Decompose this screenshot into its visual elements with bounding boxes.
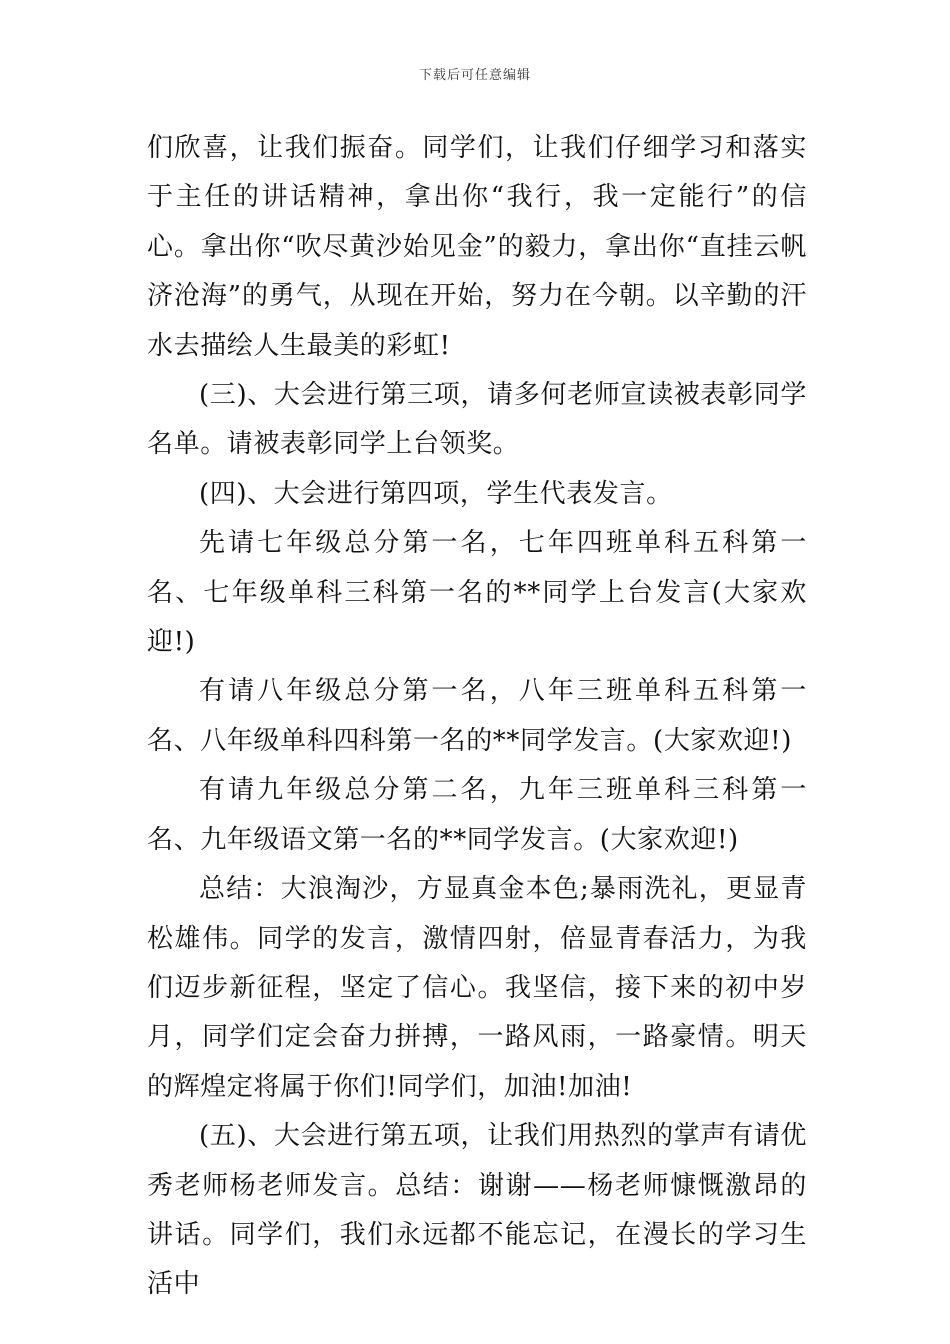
paragraph-7: 总结：大浪淘沙，方显真金本色;暴雨洗礼，更显青松雄伟。同学的发言，激情四射，倍显青春活力，为我们迈步新征程，坚定了信心。我坚信，接下来的初中岁月，同学们定会奋力拼搏，一路风雨，一路豪情。明天的辉煌定将属于你们!同学们，加油!加油! [147, 874, 807, 1102]
paragraph-8: (五)、大会进行第五项，让我们用热烈的掌声有请优秀老师杨老师发言。总结：谢谢——杨老师慷慨激昂的讲话。同学们，我们永远都不能忘记，在漫长的学习生活中 [147, 1121, 807, 1300]
paragraph-6: 有请九年级总分第二名，九年三班单科三科第一名、九年级语文第一名的**同学发言。(大家欢迎!) [147, 775, 807, 855]
page-header-note: 下载后可任意编辑 [418, 68, 531, 83]
paragraph-4: 先请七年级总分第一名，七年四班单科五科第一名、七年级单科三科第一名的**同学上台发言(大家欢迎!) [147, 528, 807, 658]
document-body [147, 124, 807, 1310]
paragraph-2: (三)、大会进行第三项，请多何老师宣读被表彰同学名单。请被表彰同学上台领奖。 [147, 380, 807, 460]
paragraph-1: 们欣喜，让我们振奋。同学们，让我们仔细学习和落实于主任的讲话精神，拿出你“我行，我一定能行”的信心。拿出你“吹尽黄沙始见金”的毅力，拿出你“直挂云帆济沧海”的勇气，从现在开始，努力在今朝。以辛勤的汗水去描绘人生最美的彩虹! [147, 133, 807, 361]
paragraph-5: 有请八年级总分第一名，八年三班单科五科第一名、八年级单科四科第一名的**同学发言。(大家欢迎!) [147, 676, 807, 756]
paragraph-3: (四)、大会进行第四项，学生代表发言。 [199, 478, 673, 509]
